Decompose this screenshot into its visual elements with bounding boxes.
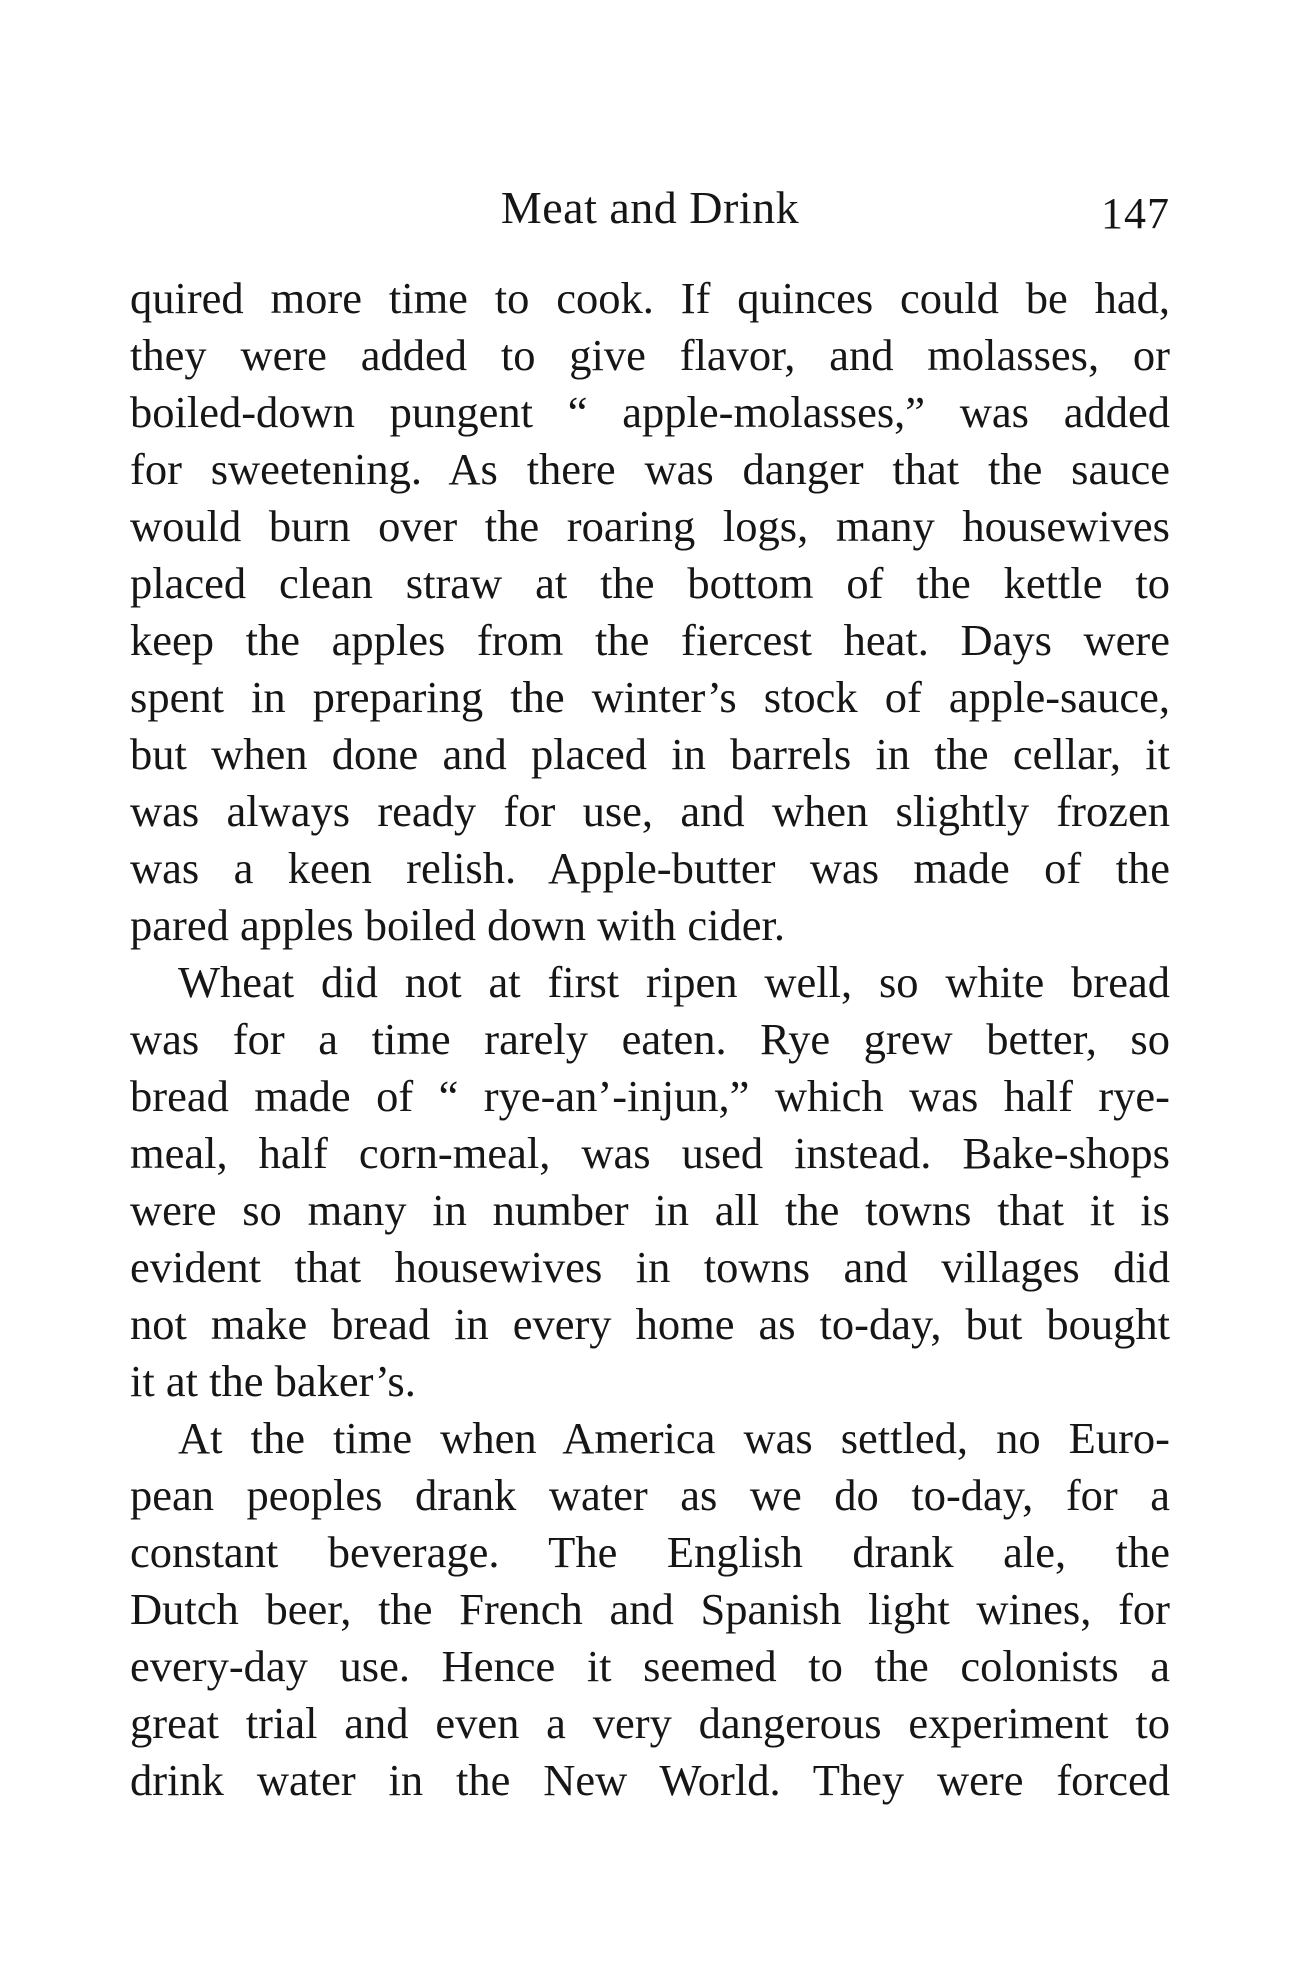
- paragraph-2: [130, 954, 1170, 1410]
- text-line: keep the apples from the fiercest heat. Days were: [130, 615, 1170, 665]
- text-line: was a keen relish. Apple-butter was made of the: [130, 843, 1170, 893]
- text-line: boiled-down pungent “ apple-molasses,” was added: [130, 387, 1170, 437]
- text-line: bread made of “ rye-an’-injun,” which was half rye-: [130, 1071, 1170, 1121]
- running-head: [130, 178, 1170, 238]
- text-line: evident that housewives in towns and villages did: [130, 1242, 1170, 1292]
- text-line: pared apples boiled down with cider.: [130, 900, 785, 950]
- text-line: was for a time rarely eaten. Rye grew better, so: [130, 1014, 1170, 1064]
- text-line: placed clean straw at the bottom of the kettle to: [130, 558, 1170, 608]
- text-line: pean peoples drank water as we do to-day, for a: [130, 1470, 1170, 1520]
- text-line: quired more time to cook. If quinces could be had,: [130, 273, 1170, 323]
- text-line: Dutch beer, the French and Spanish light wines, for: [130, 1584, 1170, 1634]
- text-line: meal, half corn-meal, was used instead. Bake-shops: [130, 1128, 1170, 1178]
- text-line: every-day use. Hence it seemed to the colonists a: [130, 1641, 1170, 1691]
- text-line: not make bread in every home as to-day, but bought: [130, 1299, 1170, 1349]
- running-title: Meat and Drink: [500, 182, 800, 233]
- text-line: drink water in the New World. They were forced: [130, 1755, 1170, 1805]
- text-line: would burn over the roaring logs, many housewives: [130, 501, 1170, 551]
- text-line: great trial and even a very dangerous experiment to: [130, 1698, 1170, 1748]
- paragraph-3: [130, 1410, 1170, 1809]
- text-line: it at the baker’s.: [130, 1356, 416, 1406]
- text-line: Wheat did not at first ripen well, so white bread: [178, 957, 1170, 1007]
- text-line: but when done and placed in barrels in the cellar, it: [130, 729, 1170, 779]
- text-line: was always ready for use, and when slightly frozen: [130, 786, 1170, 836]
- text-line: were so many in number in all the towns that it is: [130, 1185, 1170, 1235]
- page-number: 147: [1101, 189, 1170, 238]
- text-line: they were added to give flavor, and molasses, or: [130, 330, 1170, 380]
- text-line: constant beverage. The English drank ale, the: [130, 1527, 1170, 1577]
- body-text: [130, 270, 1170, 1809]
- text-line: At the time when America was settled, no Euro-: [178, 1413, 1170, 1463]
- paragraph-1: [130, 270, 1170, 954]
- text-line: spent in preparing the winter’s stock of apple-sauce,: [130, 672, 1170, 722]
- text-line: for sweetening. As there was danger that the sauce: [130, 444, 1170, 494]
